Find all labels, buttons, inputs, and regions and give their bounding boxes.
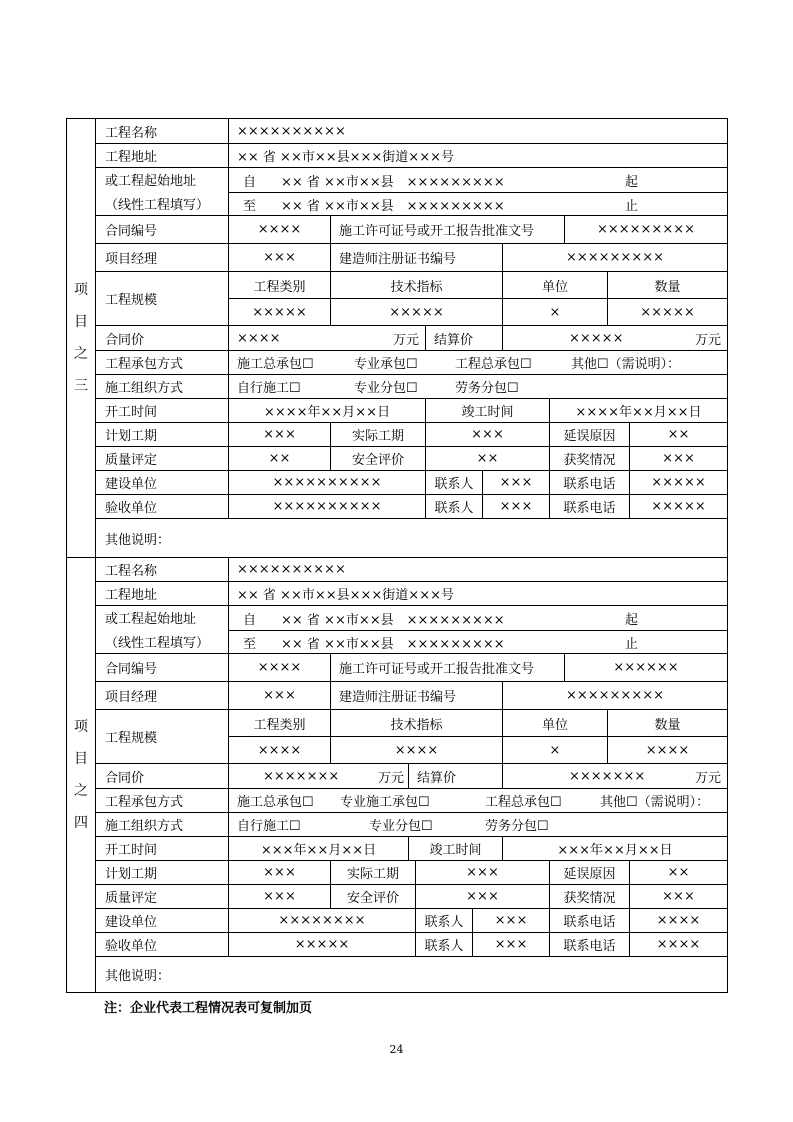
manager-value: ××× <box>228 244 330 271</box>
row-contract-number: 合同编号 ×××× 施工许可证号或开工报告批准文号 ××××××××× <box>95 216 727 244</box>
option-general-contract[interactable]: 施工总承包☐ <box>237 795 314 810</box>
row-other-notes: 其他说明： <box>105 969 171 984</box>
option-specialty-sub[interactable]: 专业分包☐ <box>369 819 433 834</box>
row-contract-price: 合同价 ×××× 万元 结算价 ××××× 万元 <box>95 326 727 351</box>
side-label: 项 目 之 三 <box>67 119 96 557</box>
cert-value: ××××××××× <box>502 244 727 271</box>
label: 工程名称 <box>105 125 158 141</box>
page-number: 24 <box>389 1043 404 1056</box>
row-project-address <box>95 144 727 168</box>
row-start-date: 开工时间 ××××年××月××日 竣工时间 ××××年××月××日 <box>95 399 727 423</box>
end-date-value: ××××年××月××日 <box>549 399 727 422</box>
linear-values <box>228 606 727 653</box>
start-date-value: ××××年××月××日 <box>228 399 425 422</box>
row-acceptor: 验收单位 ××××× 联系人 ××× 联系电话 ×××× <box>95 933 727 957</box>
row-quality: 质量评定 ×× 安全评价 ×× 获奖情况 ××× <box>95 447 727 471</box>
scale-header: 工程类别 技术指标 单位 数量 <box>228 710 727 737</box>
option-labor-sub[interactable]: 劳务分包☐ <box>455 381 519 396</box>
side-label: 项 目 之 四 <box>67 558 96 992</box>
row-quality: 质量评定 ××× 安全评价 ××× 获奖情况 ××× <box>95 885 727 909</box>
footer-note: 注：企业代表工程情况表可复制加页 <box>104 1001 313 1016</box>
row-organization-mode: 施工组织方式 自行施工☐ 专业分包☐ 劳务分包☐ <box>95 813 727 837</box>
linear-start: 自 ×× 省 ××市××县 ××××××××× 起 <box>229 606 727 631</box>
row-acceptor: 验收单位 ×××××××××× 联系人 ××× 联系电话 ××××× <box>95 495 727 519</box>
label: 工程地址 <box>105 150 158 165</box>
contract-number-value: ×××× <box>228 216 330 243</box>
project-name-value: ×××××××××× <box>228 558 727 581</box>
linear-label: 或工程起始地址 （线性工程填写） <box>105 174 210 213</box>
scale-header: 工程类别 技术指标 单位 数量 <box>228 272 727 299</box>
row-builder: 建设单位 ×××××××× 联系人 ××× 联系电话 ×××× <box>95 909 727 933</box>
option-labor-sub[interactable]: 劳务分包☐ <box>485 819 549 834</box>
linear-end: 至 ×× 省 ××市××县 ××××××××× 止 <box>243 198 639 214</box>
row-organization-mode: 施工组织方式 自行施工☐ 专业分包☐ 劳务分包☐ <box>95 375 727 399</box>
linear-label: 或工程起始地址 （线性工程填写） <box>105 612 210 651</box>
option-other[interactable]: 其他☐（需说明）： <box>600 795 710 810</box>
option-epc[interactable]: 工程总承包☐ <box>485 795 562 810</box>
option-specialty-contract[interactable]: 专业承包☐ <box>354 357 418 372</box>
option-other[interactable]: 其他☐（需说明）： <box>571 357 681 372</box>
row-period: 计划工期 ××× 实际工期 ××× 延误原因 ×× <box>95 861 727 885</box>
row-builder: 建设单位 ×××××××××× 联系人 ××× 联系电话 ××××× <box>95 471 727 495</box>
option-general-contract[interactable]: 施工总承包☐ <box>237 357 314 372</box>
row-contract-mode: 工程承包方式 施工总承包☐ 专业施工承包☐ 工程总承包☐ 其他☐（需说明）： <box>95 789 727 813</box>
linear-start: 自 ×× 省 ××市××县 ××××××××× 起 <box>229 168 727 193</box>
row-project-address: 工程地址 ×× 省 ××市××县×××街道×××号 <box>95 582 727 606</box>
project-address-value: ×× 省 ××市××县×××街道×××号 <box>228 144 727 167</box>
scale-values: ×××× ×××× × ×××× <box>228 737 727 763</box>
row-project-scale: 工程规模 工程类别 技术指标 单位 数量 ×××× ×××× × ×××× <box>95 710 727 764</box>
option-specialty-sub[interactable]: 专业分包☐ <box>354 381 418 396</box>
project-name-value: ×××××××××× <box>228 119 727 143</box>
row-linear-address <box>95 606 727 654</box>
option-specialty-contract[interactable]: 专业施工承包☐ <box>340 795 430 810</box>
row-project-scale: 工程规模 工程类别 技术指标 单位 数量 ××××× ××××× × ××××× <box>95 272 727 326</box>
linear-end: 至 ×× 省 ××市××县 ××××××××× 止 <box>243 636 639 652</box>
scale-values: ××××× ××××× × ××××× <box>228 299 727 325</box>
project-address-value: ×× 省 ××市××县×××街道×××号 <box>228 582 727 605</box>
project-block-4 <box>66 557 728 993</box>
row-other-notes: 其他说明： <box>105 532 171 548</box>
option-self[interactable]: 自行施工☐ <box>237 819 301 834</box>
option-self[interactable]: 自行施工☐ <box>237 381 301 396</box>
permit-value: ××××××××× <box>564 216 727 243</box>
row-contract-number: 合同编号 ×××× 施工许可证号或开工报告批准文号 ×××××× <box>95 654 727 682</box>
row-project-manager: 项目经理 ××× 建造师注册证书编号 ××××××××× <box>95 244 727 272</box>
row-project-name: 工程名称 ×××××××××× <box>95 558 727 582</box>
linear-values <box>228 168 727 215</box>
row-contract-price: 合同价 ××××××× 万元 结算价 ××××××× 万元 <box>95 764 727 789</box>
row-start-date: 开工时间 ×××年××月××日 竣工时间 ×××年××月××日 <box>95 837 727 861</box>
row-project-name <box>95 119 727 144</box>
row-period: 计划工期 ××× 实际工期 ××× 延误原因 ×× <box>95 423 727 447</box>
row-contract-mode: 工程承包方式 施工总承包☐ 专业承包☐ 工程总承包☐ 其他☐（需说明）： <box>95 351 727 375</box>
row-linear-address <box>95 168 727 216</box>
row-project-manager: 项目经理 ××× 建造师注册证书编号 ××××××××× <box>95 682 727 710</box>
project-block-3 <box>66 118 728 558</box>
option-epc[interactable]: 工程总承包☐ <box>455 357 532 372</box>
